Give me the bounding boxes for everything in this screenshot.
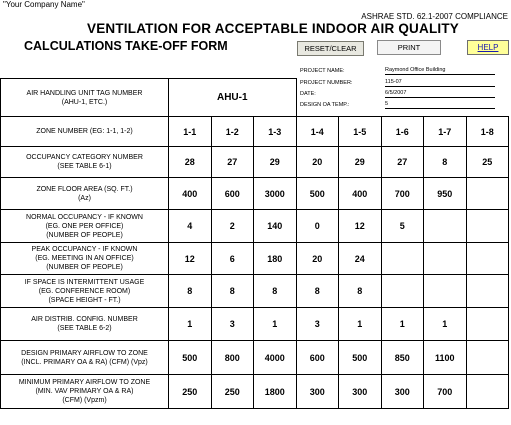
zone-6-cell[interactable]: 1 [381, 308, 424, 341]
ahu-tag-value[interactable]: AHU-1 [169, 79, 297, 117]
zone-6-cell[interactable]: 1-6 [381, 117, 424, 147]
help-button[interactable]: HELP [467, 40, 509, 55]
zone-5-cell[interactable]: 500 [339, 341, 382, 375]
peak-occupancy-row [1, 243, 509, 275]
zone-7-cell[interactable]: 8 [424, 147, 467, 178]
zone-6-cell[interactable]: 850 [381, 341, 424, 375]
zone-4-cell[interactable]: 600 [296, 341, 339, 375]
zone-2-cell[interactable]: 6 [211, 243, 254, 275]
normal-occupancy-row [1, 210, 509, 243]
ahu-tag-label: AIR HANDLING UNIT TAG NUMBER (AHU-1, ETC.) [1, 79, 169, 117]
zone-1-cell[interactable]: 250 [169, 375, 212, 409]
zone-7-cell[interactable] [424, 210, 467, 243]
zone-8-cell[interactable] [466, 275, 509, 308]
zone-3-cell[interactable]: 1 [254, 308, 297, 341]
zone-8-cell[interactable] [466, 210, 509, 243]
row-label: NORMAL OCCUPANCY - IF KNOWN (EG. ONE PER OFFICE) (NUMBER OF PEOPLE) [1, 210, 169, 243]
design-primary-airflow-row [1, 341, 509, 375]
takeoff-table [0, 78, 509, 409]
zone-2-cell[interactable]: 600 [211, 178, 254, 210]
zone-4-cell[interactable]: 500 [296, 178, 339, 210]
zone-1-cell[interactable]: 400 [169, 178, 212, 210]
zone-6-cell[interactable]: 300 [381, 375, 424, 409]
row-label: OCCUPANCY CATEGORY NUMBER (SEE TABLE 6-1) [1, 147, 169, 178]
zone-7-cell[interactable] [424, 243, 467, 275]
zone-6-cell[interactable]: 27 [381, 147, 424, 178]
zone-3-cell[interactable]: 3000 [254, 178, 297, 210]
zone-5-cell[interactable]: 1-5 [339, 117, 382, 147]
zone-4-cell[interactable]: 0 [296, 210, 339, 243]
zone-2-cell[interactable]: 27 [211, 147, 254, 178]
zone-5-cell[interactable]: 24 [339, 243, 382, 275]
zone-7-cell[interactable]: 1100 [424, 341, 467, 375]
zone-1-cell[interactable]: 8 [169, 275, 212, 308]
date-field[interactable]: 6/5/2007 [385, 89, 495, 98]
design-oa-temp-label: DESIGN OA TEMP.: [300, 102, 350, 108]
zone-3-cell[interactable]: 4000 [254, 341, 297, 375]
zone-floor-area-row [1, 178, 509, 210]
zone-1-cell[interactable]: 500 [169, 341, 212, 375]
zone-4-cell[interactable]: 3 [296, 308, 339, 341]
minimum-primary-airflow-row [1, 375, 509, 409]
zone-3-cell[interactable]: 29 [254, 147, 297, 178]
zone-5-cell[interactable]: 8 [339, 275, 382, 308]
zone-6-cell[interactable]: 700 [381, 178, 424, 210]
zone-4-cell[interactable]: 300 [296, 375, 339, 409]
project-name-label: PROJECT NAME: [300, 68, 345, 74]
zone-2-cell[interactable]: 250 [211, 375, 254, 409]
reset-clear-button[interactable]: RESET/CLEAR [297, 41, 364, 56]
project-number-label: PROJECT NUMBER: [300, 80, 353, 86]
zone-7-cell[interactable] [424, 275, 467, 308]
zone-4-cell[interactable]: 1-4 [296, 117, 339, 147]
zone-1-cell[interactable]: 4 [169, 210, 212, 243]
zone-3-cell[interactable]: 8 [254, 275, 297, 308]
zone-5-cell[interactable]: 12 [339, 210, 382, 243]
design-oa-temp-field[interactable]: 5 [385, 100, 495, 109]
zone-7-cell[interactable]: 700 [424, 375, 467, 409]
zone-7-cell[interactable]: 1-7 [424, 117, 467, 147]
project-name-field[interactable]: Raymond Office Building [385, 66, 495, 75]
zone-3-cell[interactable]: 140 [254, 210, 297, 243]
zone-2-cell[interactable]: 8 [211, 275, 254, 308]
form-title: VENTILATION FOR ACCEPTABLE INDOOR AIR QUALITY [87, 21, 459, 36]
zone-8-cell[interactable]: 1-8 [466, 117, 509, 147]
zone-8-cell[interactable]: 25 [466, 147, 509, 178]
zone-3-cell[interactable]: 1800 [254, 375, 297, 409]
zone-1-cell[interactable]: 28 [169, 147, 212, 178]
zone-number-row [1, 117, 509, 147]
zone-6-cell[interactable] [381, 275, 424, 308]
zone-4-cell[interactable]: 20 [296, 147, 339, 178]
row-label: PEAK OCCUPANCY - IF KNOWN (EG. MEETING IN AN OFFICE) (NUMBER OF PEOPLE) [1, 243, 169, 275]
zone-6-cell[interactable]: 5 [381, 210, 424, 243]
row-label: AIR DISTRIB. CONFIG. NUMBER (SEE TABLE 6-2) [1, 308, 169, 341]
zone-5-cell[interactable]: 29 [339, 147, 382, 178]
zone-5-cell[interactable]: 400 [339, 178, 382, 210]
zone-6-cell[interactable] [381, 243, 424, 275]
print-button[interactable]: PRINT [377, 40, 441, 55]
zone-7-cell[interactable]: 1 [424, 308, 467, 341]
zone-5-cell[interactable]: 1 [339, 308, 382, 341]
zone-1-cell[interactable]: 12 [169, 243, 212, 275]
header-blank [296, 79, 509, 117]
row-label: ZONE NUMBER (EG: 1-1, 1-2) [1, 117, 169, 147]
date-label: DATE: [300, 91, 316, 97]
zone-8-cell[interactable] [466, 178, 509, 210]
zone-rows [1, 117, 509, 409]
zone-8-cell[interactable] [466, 341, 509, 375]
zone-4-cell[interactable]: 8 [296, 275, 339, 308]
zone-4-cell[interactable]: 20 [296, 243, 339, 275]
zone-1-cell[interactable]: 1 [169, 308, 212, 341]
zone-3-cell[interactable]: 1-3 [254, 117, 297, 147]
row-label: ZONE FLOOR AREA (SQ. FT.) (Az) [1, 178, 169, 210]
air-distrib-config-row [1, 308, 509, 341]
zone-7-cell[interactable]: 950 [424, 178, 467, 210]
zone-2-cell[interactable]: 3 [211, 308, 254, 341]
zone-2-cell[interactable]: 2 [211, 210, 254, 243]
company-name: "Your Company Name" [3, 0, 85, 9]
zone-2-cell[interactable]: 800 [211, 341, 254, 375]
row-label: DESIGN PRIMARY AIRFLOW TO ZONE (INCL. PRIMARY OA & RA) (CFM) (Vpz) [1, 341, 169, 375]
zone-8-cell[interactable] [466, 243, 509, 275]
occupancy-category-row [1, 147, 509, 178]
zone-8-cell[interactable] [466, 308, 509, 341]
zone-2-cell[interactable]: 1-2 [211, 117, 254, 147]
row-label: MINIMUM PRIMARY AIRFLOW TO ZONE (MIN. VAV PRIMARY OA & RA) (CFM) (Vpzm) [1, 375, 169, 409]
zone-8-cell[interactable] [466, 375, 509, 409]
project-number-field[interactable]: 115-07 [385, 78, 495, 87]
row-label: IF SPACE IS INTERMITTENT USAGE (EG. CONFERENCE ROOM) (SPACE HEIGHT - FT.) [1, 275, 169, 308]
zone-5-cell[interactable]: 300 [339, 375, 382, 409]
intermittent-usage-row [1, 275, 509, 308]
zone-1-cell[interactable]: 1-1 [169, 117, 212, 147]
standard-label: ASHRAE STD. 62.1-2007 COMPLIANCE [361, 12, 508, 21]
form-subtitle: CALCULATIONS TAKE-OFF FORM [24, 39, 228, 53]
zone-3-cell[interactable]: 180 [254, 243, 297, 275]
